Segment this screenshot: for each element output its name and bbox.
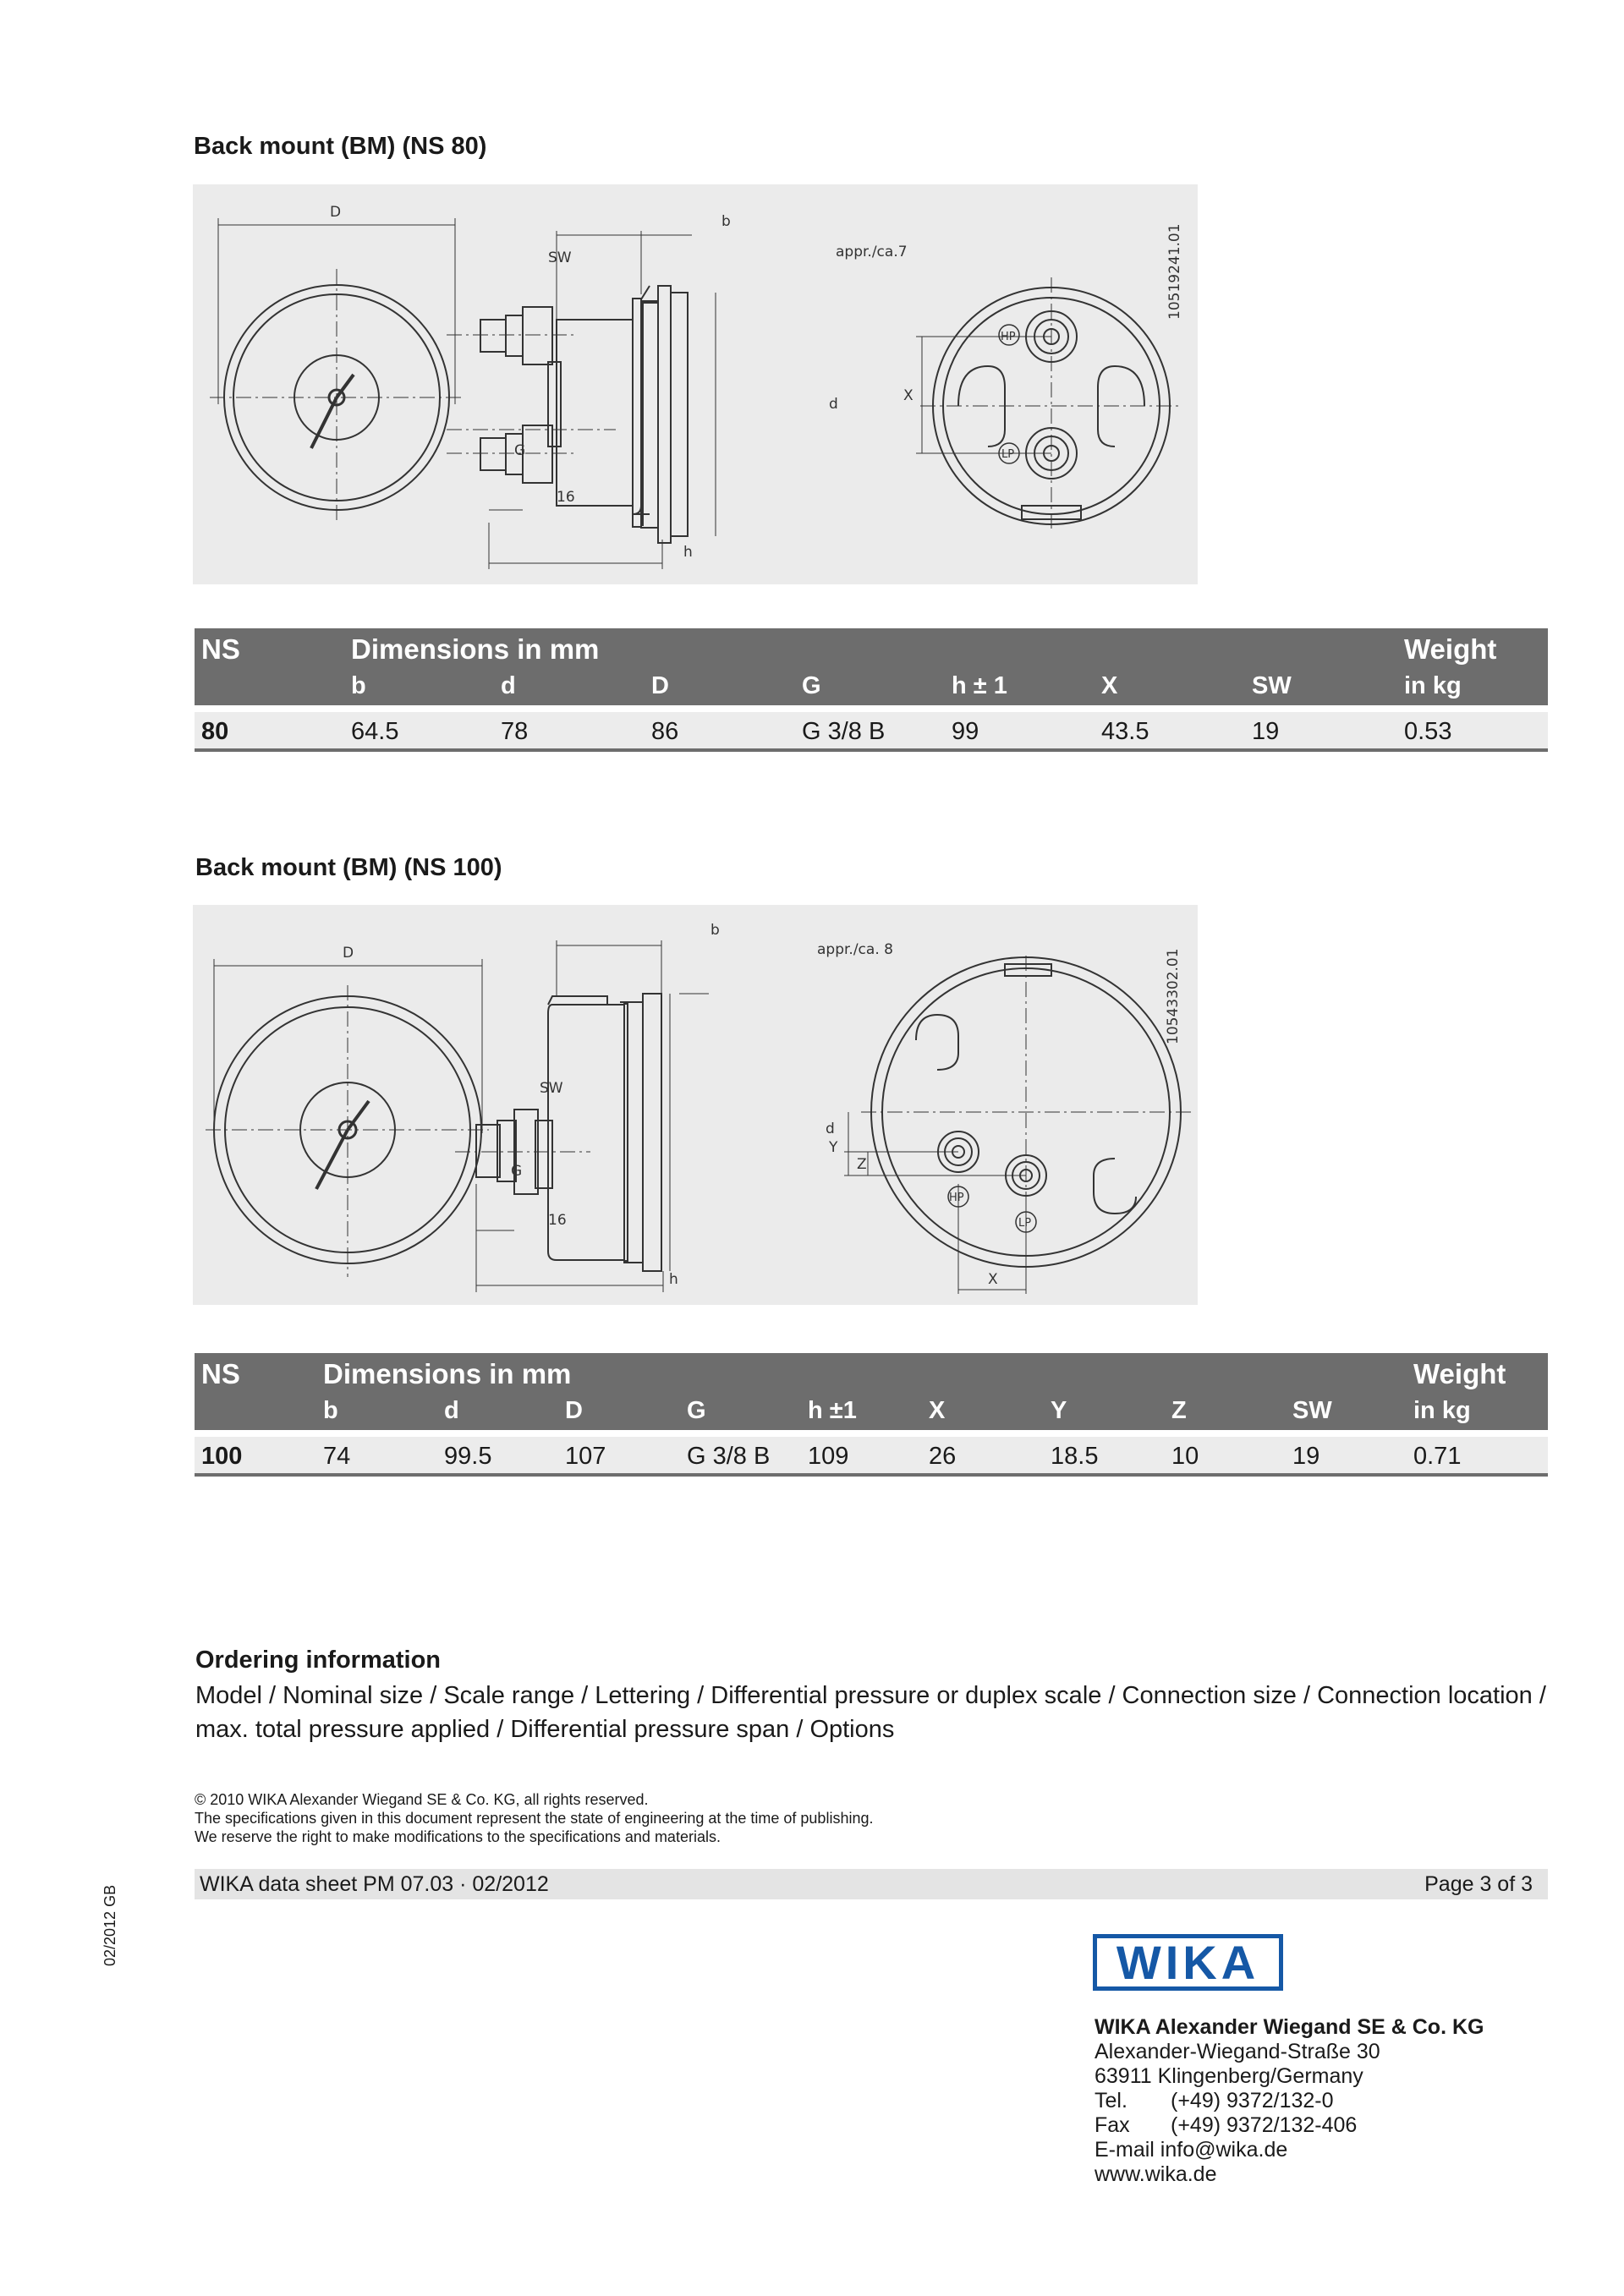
dim-label-X: X [903,387,914,404]
col-Z: Z [1171,1397,1187,1424]
col-dimensions: Dimensions in mm [323,1358,572,1389]
cell-d: 99.5 [444,1443,492,1470]
lp-label: LP [1001,448,1015,461]
fax-label: Fax [1095,2113,1130,2137]
dim-label-appr: appr./ca.7 [836,244,908,260]
cell-h: 109 [808,1443,849,1470]
ordering-title: Ordering information [195,1647,441,1674]
ordering-text: Model / Nominal size / Scale range / Lettering / Differential pressure or duplex scale / Connection size / Connection location / max. total pressure applied / Differential pressure span / Options [195,1682,1546,1743]
col-b: b [351,672,366,699]
dim-label-Z: Z [857,1156,867,1173]
drawing-number-ns100: 10543302.01 [1165,948,1182,1044]
dimension-table-ns80 [195,628,1548,752]
col-h: h ± 1 [952,672,1007,699]
col-h: h ±1 [808,1397,857,1424]
col-Y: Y [1051,1397,1067,1424]
tel-number: (+49) 9372/132-0 [1171,2089,1334,2112]
cell-b: 64.5 [351,718,399,745]
dim-label-D: D [330,204,342,221]
col-X: X [929,1397,946,1424]
email-link[interactable]: info@wika.de [1160,2138,1288,2162]
cell-SW: 19 [1292,1443,1320,1470]
cell-ns: 80 [201,718,229,745]
page-number: Page 3 of 3 [1424,1872,1533,1896]
col-ns: NS [201,633,240,665]
col-D: D [565,1397,583,1424]
section-title-ns80: Back mount (BM) (NS 80) [194,133,487,160]
col-G: G [802,672,821,699]
dim-label-16: 16 [548,1212,567,1229]
col-ns: NS [201,1358,240,1389]
dim-label-16: 16 [557,489,575,506]
city: 63911 Klingenberg/Germany [1095,2064,1363,2088]
section-title-ns100: Back mount (BM) (NS 100) [195,854,502,881]
col-weight: Weight [1404,633,1497,665]
col-SW: SW [1252,672,1292,699]
dim-label-G: G [511,1163,523,1180]
copyright-line: We reserve the right to make modifications to the specifications and materials. [195,1828,721,1845]
col-unit: in kg [1413,1397,1471,1424]
footer-bar [195,1869,1548,1899]
cell-X: 43.5 [1101,718,1149,745]
cell-d: 78 [501,718,529,745]
col-unit: in kg [1404,672,1462,699]
cell-X: 26 [929,1443,957,1470]
logo-text: WIKA [1116,1936,1260,1989]
cell-h: 99 [952,718,979,745]
hp-label: HP [1001,331,1016,343]
cell-G: G 3/8 B [802,718,886,745]
copyright-line: The specifications given in this document represent the state of engineering at the time of publishing. [195,1810,874,1827]
dim-label-sw: SW [540,1080,563,1097]
side-date-code: 02/2012 GB [102,1884,118,1966]
col-d: d [444,1397,459,1424]
company-address [1095,2015,1484,2187]
email-label: E-mail [1095,2138,1155,2162]
dim-label-b: b [710,922,720,939]
fax [1095,2113,1484,2138]
col-D: D [651,672,669,699]
drawing-number-ns80: 10519241.01 [1166,223,1183,320]
cell-D: 86 [651,718,679,745]
cell-weight: 0.71 [1413,1443,1462,1470]
dim-label-b: b [721,213,731,230]
table-row [195,1437,1548,1477]
copyright-block [195,1790,873,1846]
company-name: WIKA Alexander Wiegand SE & Co. KG [1095,2015,1484,2039]
website-link[interactable]: www.wika.de [1095,2162,1217,2186]
cell-D: 107 [565,1443,606,1470]
cell-Z: 10 [1171,1443,1199,1470]
cell-b: 74 [323,1443,351,1470]
table-header [195,1353,1548,1430]
col-weight: Weight [1413,1358,1506,1389]
dim-label-h: h [669,1271,678,1288]
col-b: b [323,1397,338,1424]
table-header [195,628,1548,705]
col-SW: SW [1292,1397,1332,1424]
lp-label: LP [1018,1217,1032,1230]
email [1095,2138,1484,2162]
dim-label-h: h [683,544,693,561]
col-G: G [687,1397,706,1424]
cell-G: G 3/8 B [687,1443,771,1470]
telephone [1095,2089,1484,2113]
dim-label-X: X [988,1271,998,1288]
cell-weight: 0.53 [1404,718,1452,745]
tel-label: Tel. [1095,2089,1127,2112]
street: Alexander-Wiegand-Straße 30 [1095,2040,1380,2063]
dimension-table-ns100 [195,1353,1548,1477]
copyright-line: © 2010 WIKA Alexander Wiegand SE & Co. KG, all rights reserved. [195,1791,649,1808]
dim-label-G: G [514,442,526,459]
hp-label: HP [949,1192,964,1204]
wika-logo [1093,1934,1283,1991]
col-d: d [501,672,516,699]
fax-number: (+49) 9372/132-406 [1171,2113,1358,2137]
dim-label-Y: Y [829,1139,838,1156]
dim-label-d: d [826,1121,835,1137]
technical-drawing-ns100 [193,905,1198,1305]
col-X: X [1101,672,1118,699]
cell-ns: 100 [201,1443,243,1470]
dim-label-d: d [829,396,838,413]
dim-label-D: D [343,945,354,962]
datasheet-reference: WIKA data sheet PM 07.03 · 02/2012 [200,1872,549,1896]
table-row [195,712,1548,752]
technical-drawing-ns80 [193,184,1198,584]
cell-SW: 19 [1252,718,1280,745]
dim-label-sw: SW [548,249,572,266]
col-dimensions: Dimensions in mm [351,633,600,665]
cell-Y: 18.5 [1051,1443,1099,1470]
dim-label-appr: appr./ca. 8 [817,941,893,958]
